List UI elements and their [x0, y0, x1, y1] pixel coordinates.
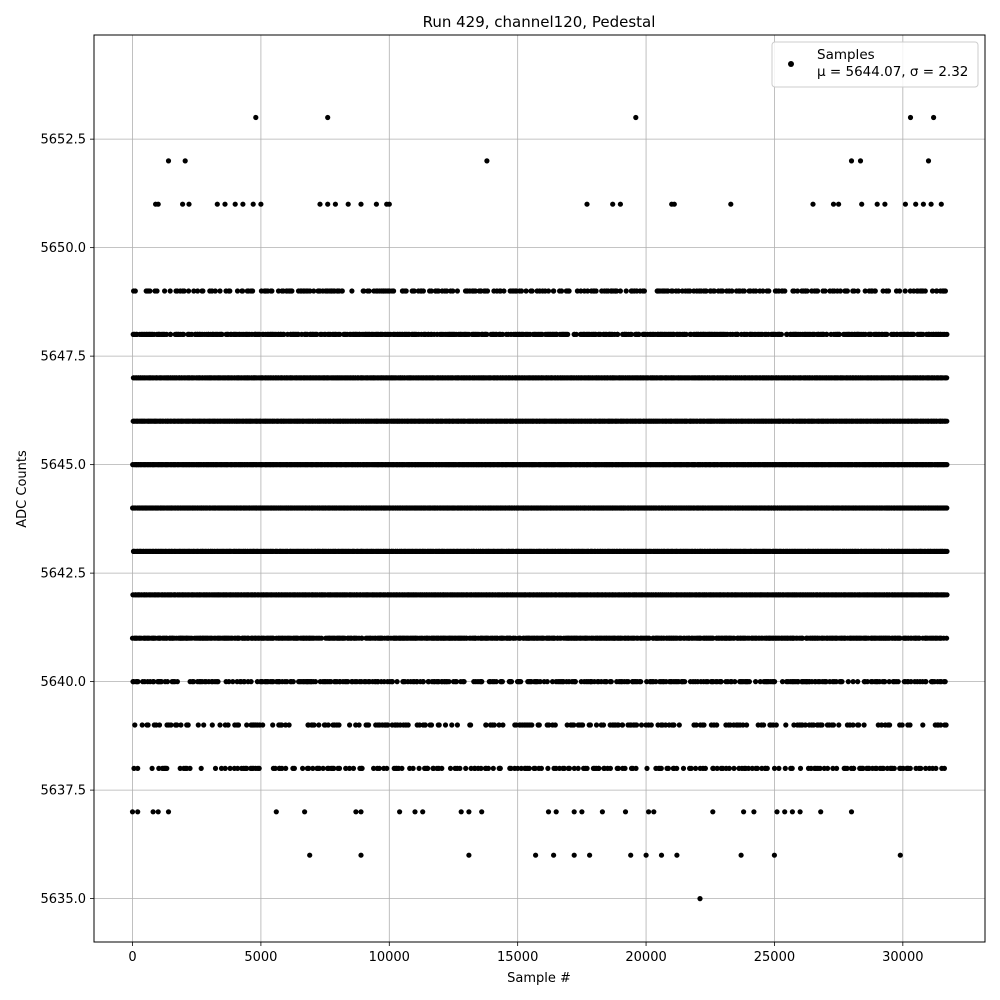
sample-point [501, 288, 506, 293]
sample-point [642, 288, 647, 293]
sample-point [944, 419, 949, 424]
sample-point [923, 288, 928, 293]
sample-point [742, 288, 747, 293]
sample-point [217, 288, 222, 293]
sample-point [845, 288, 850, 293]
sample-point [227, 288, 232, 293]
sample-point [944, 375, 949, 380]
sample-point [615, 332, 620, 337]
sample-point [485, 288, 490, 293]
sample-point [530, 288, 535, 293]
sample-point [886, 288, 891, 293]
sample-point [147, 288, 152, 293]
sample-point [340, 288, 345, 293]
sample-point [349, 288, 354, 293]
sample-point [162, 288, 167, 293]
sample-point [624, 288, 629, 293]
grid [94, 35, 985, 942]
sample-point [519, 288, 524, 293]
sample-point [838, 288, 843, 293]
sample-point [213, 288, 218, 293]
sample-point [269, 288, 274, 293]
sample-point [944, 332, 949, 337]
sample-point [594, 288, 599, 293]
sample-point [391, 288, 396, 293]
sample-point [873, 288, 878, 293]
sample-point [943, 288, 948, 293]
sample-point [559, 288, 564, 293]
sample-point [200, 288, 205, 293]
sample-point [455, 288, 460, 293]
sample-point [944, 549, 949, 554]
sample-point [421, 288, 426, 293]
sample-point [186, 288, 191, 293]
sample-point [855, 288, 860, 293]
sample-point [779, 332, 784, 337]
sample-point [944, 505, 949, 510]
sample-point [133, 288, 138, 293]
sample-point [551, 288, 556, 293]
sample-point [565, 332, 570, 337]
sample-point [168, 288, 173, 293]
sample-point [404, 288, 409, 293]
sample-point [289, 288, 294, 293]
sample-point [367, 288, 372, 293]
sample-point [766, 288, 771, 293]
sample-point [168, 332, 173, 337]
sample-point [823, 288, 828, 293]
sample-point [815, 288, 820, 293]
sample-point [250, 288, 255, 293]
sample-point [450, 288, 455, 293]
sample-point [524, 288, 529, 293]
data-points [130, 115, 950, 901]
sample-point [903, 288, 908, 293]
sample-point [884, 332, 889, 337]
sample-point [618, 288, 623, 293]
sample-point [805, 288, 810, 293]
sample-point [782, 288, 787, 293]
sample-point [240, 288, 245, 293]
sample-point [897, 288, 902, 293]
sample-point [567, 288, 572, 293]
sample-point [729, 288, 734, 293]
sample-point [546, 288, 551, 293]
sample-point [154, 288, 159, 293]
sample-point [944, 462, 949, 467]
